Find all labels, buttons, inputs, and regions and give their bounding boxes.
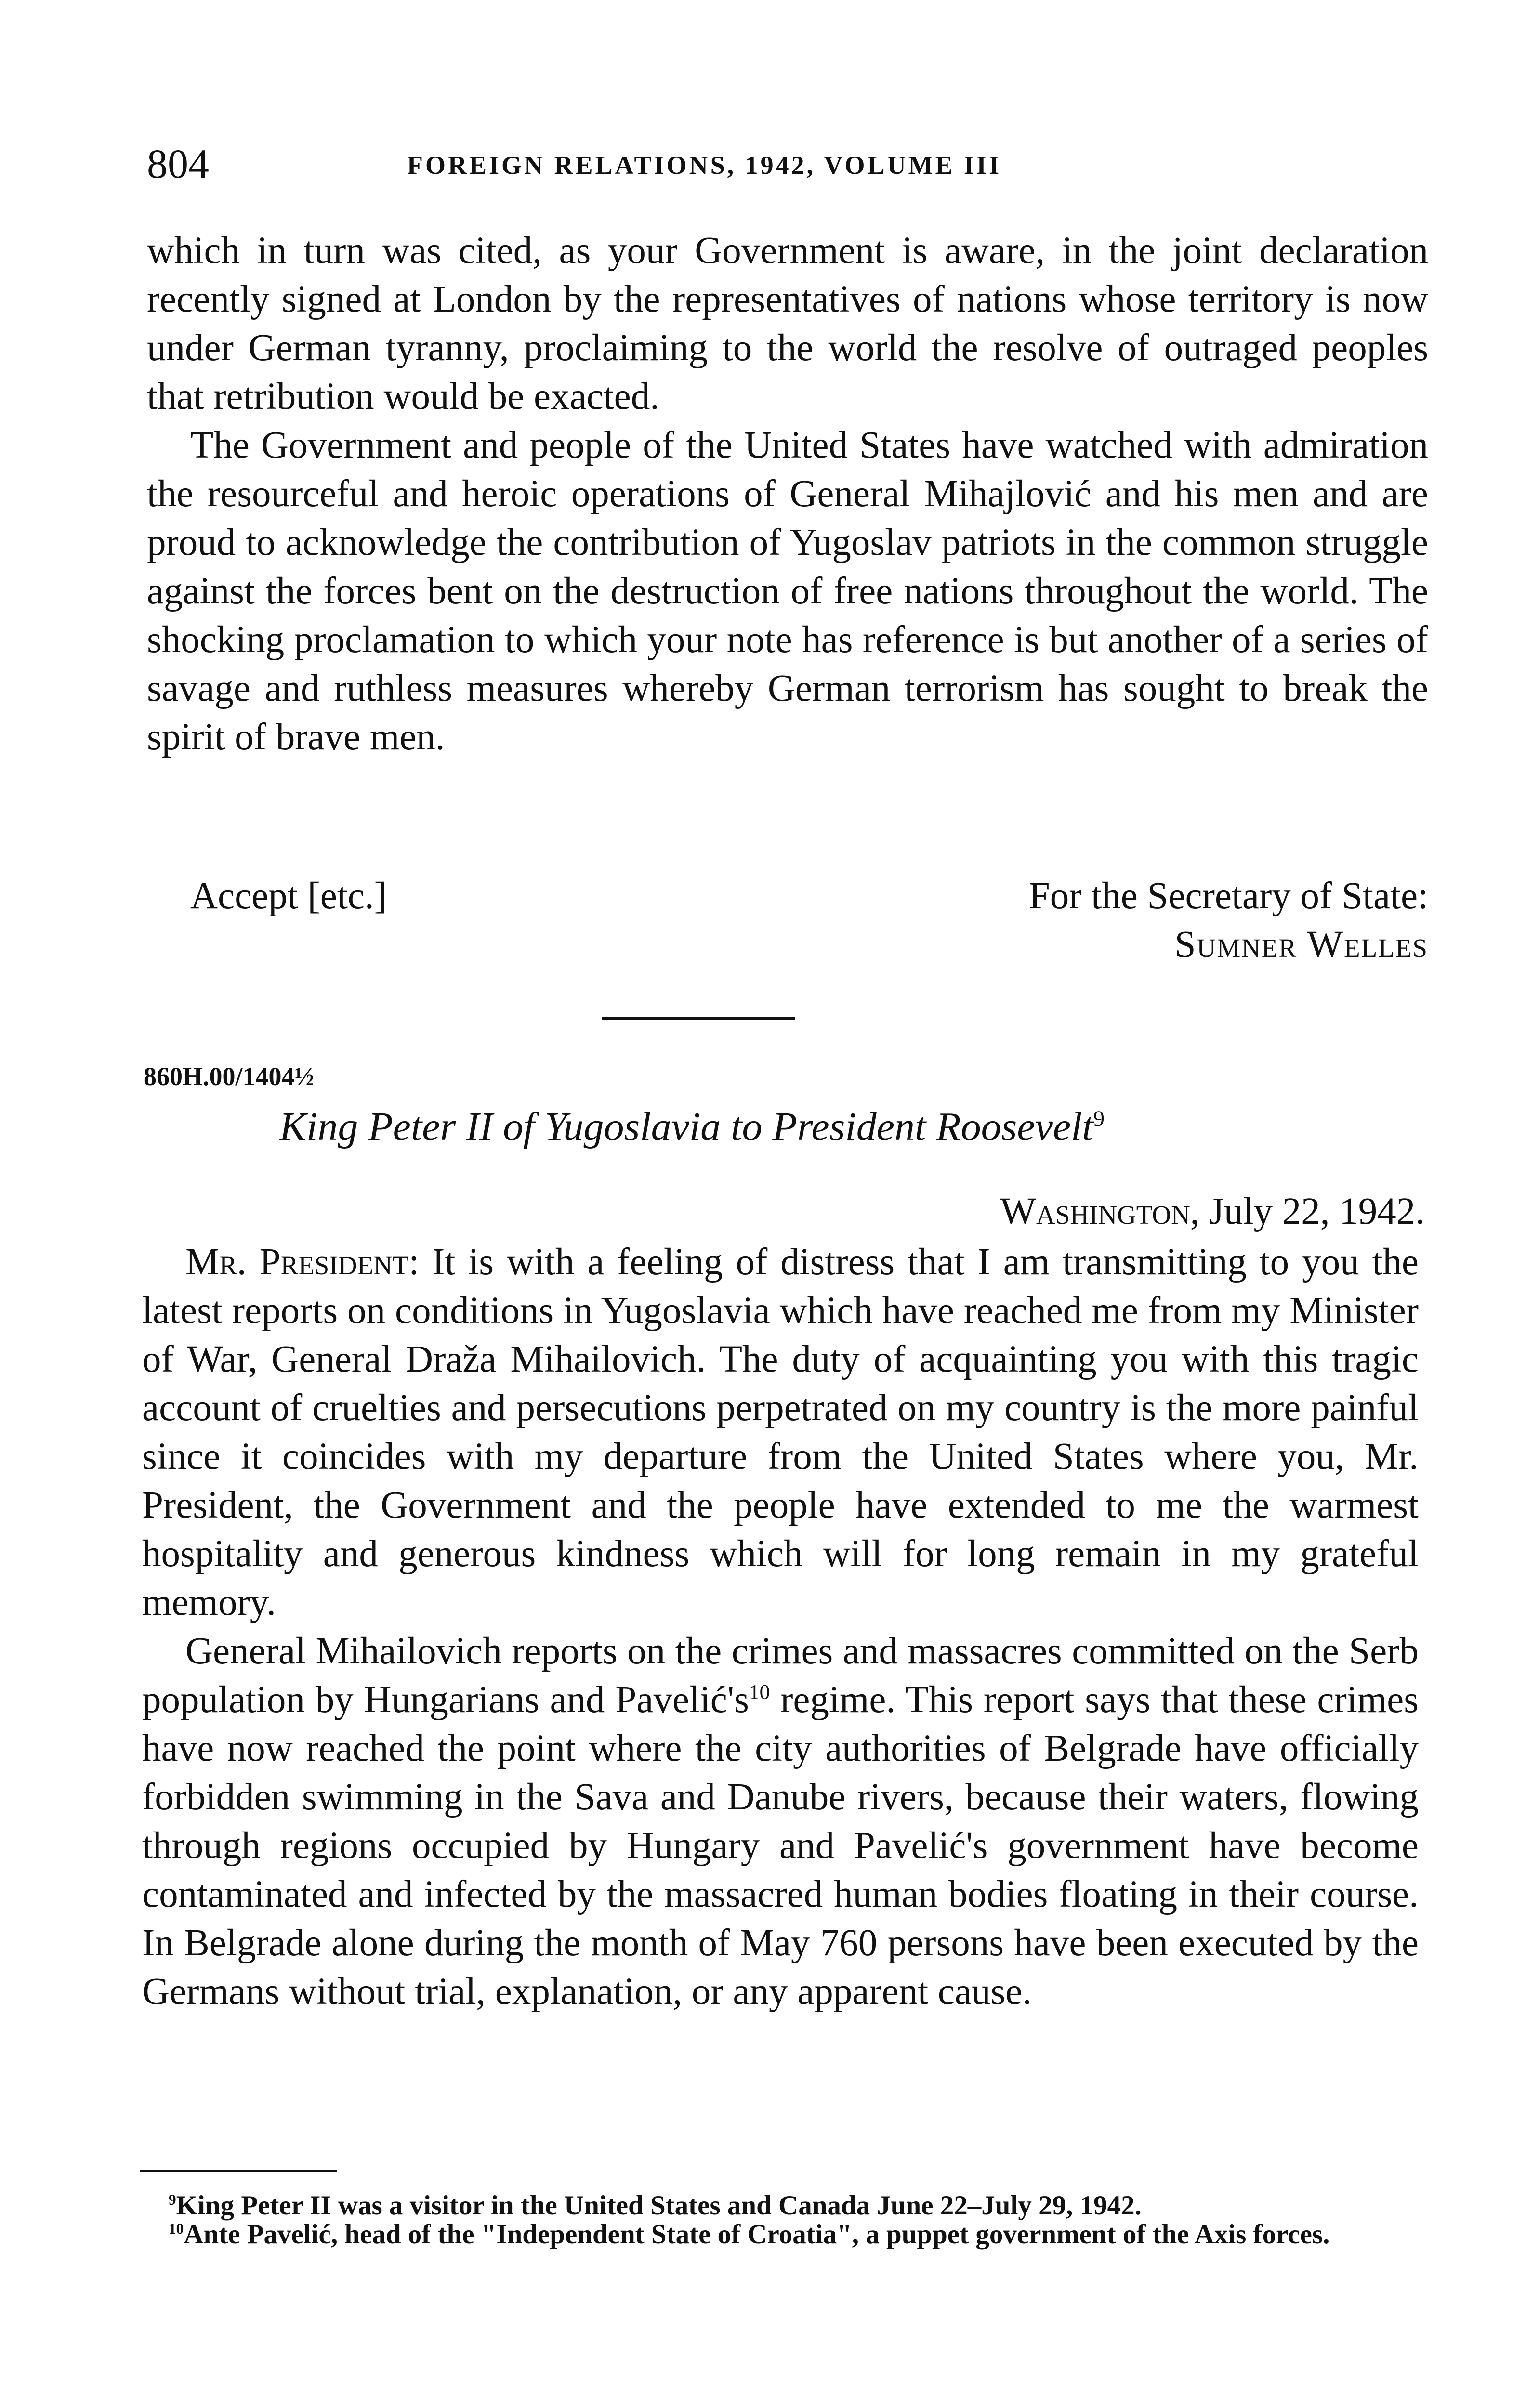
paragraph: The Government and people of the United States have watched with admiration the resourceful and heroic operations of General Mihajlović and his men and are proud to acknowledge the contribution of Yugoslav patriots in the common struggle against the forces bent on the destruction of free nations throughout the world. The shocking proclamation to which your note has reference is but another of a series of savage and ruthless measures whereby German terrorism has sought to break the spirit of brave men. bbox=[147, 424, 1428, 758]
footnote bbox=[140, 2191, 1411, 2220]
signoff-line: For the Secretary of State: bbox=[1028, 875, 1428, 917]
paragraph bbox=[142, 1238, 1419, 1627]
footnote-ref: 10 bbox=[749, 1680, 770, 1704]
page-number: 804 bbox=[147, 141, 209, 187]
footnote-rule bbox=[140, 2170, 337, 2172]
signature: Sumner Welles bbox=[1174, 924, 1428, 966]
document-title bbox=[279, 1100, 1105, 1153]
paragraph-text: regime. This report says that these crimes have now reached the point where the city authorities of Belgrade have officially forbidden swimming in the Sava and Danube rivers, because their waters, flowing through regions occupied by Hungary and Pavelić's government have become contaminated and infected by the massacred human bodies floating in their course. In Belgrade alone during the month of May 760 persons have been executed by the Germans without trial, explanation, or any apparent cause. bbox=[142, 1679, 1419, 2013]
paragraph bbox=[142, 1627, 1419, 2016]
letter-continuation bbox=[147, 226, 1428, 761]
running-head: FOREIGN RELATIONS, 1942, VOLUME III bbox=[407, 151, 1002, 180]
dateline bbox=[1000, 1187, 1425, 1236]
footnote-mark: 10 bbox=[169, 2220, 184, 2237]
section-divider bbox=[602, 1017, 795, 1020]
footnote-text: Ante Pavelić, head of the "Independent State of Croatia", a puppet government of the Axis forces. bbox=[184, 2219, 1330, 2250]
footnote-ref: 9 bbox=[1093, 1106, 1105, 1131]
paragraph-text: : It is with a feeling of distress that I am transmitting to you the latest reports on conditions in Yugoslavia which have reached me from my Minister of War, General Draža Mihailovich. The duty of acquainting you with this tragic account of cruelties and persecutions perpetrated on my country is the more painful since it coincides with my departure from the United States where you, Mr. President, the Government and the people have extended to me the warmest hospitality and generous kindness which will for long remain in my grateful memory. bbox=[142, 1241, 1419, 1623]
closing-phrase: Accept [etc.] bbox=[190, 875, 387, 917]
dateline-place: Washington bbox=[1000, 1191, 1190, 1232]
dateline-date: , July 22, 1942. bbox=[1190, 1191, 1425, 1232]
footnote-text: King Peter II was a visitor in the United States and Canada June 22–July 29, 1942. bbox=[176, 2190, 1142, 2221]
document-title-text: King Peter II of Yugoslavia to President Roosevelt bbox=[279, 1104, 1093, 1149]
footnotes bbox=[140, 2191, 1411, 2249]
footnote-mark: 9 bbox=[169, 2191, 176, 2208]
page-header bbox=[147, 137, 1428, 195]
salutation: Mr. President bbox=[185, 1241, 409, 1283]
footnote bbox=[140, 2220, 1411, 2249]
file-number: 860H.00/1404½ bbox=[144, 1062, 315, 1091]
letter-body bbox=[142, 1238, 1419, 2016]
paragraph-text: General Mihailovich reports on the crimes and massacres committed on the Serb population by Hungarians and Pavelić's bbox=[142, 1630, 1419, 1721]
paragraph: which in turn was cited, as your Government is aware, in the joint declaration recently signed at London by the representatives of nations whose territory is now under German tyranny, proclaiming to the world the resolve of outraged peoples that retribution would be exacted. bbox=[147, 230, 1428, 418]
